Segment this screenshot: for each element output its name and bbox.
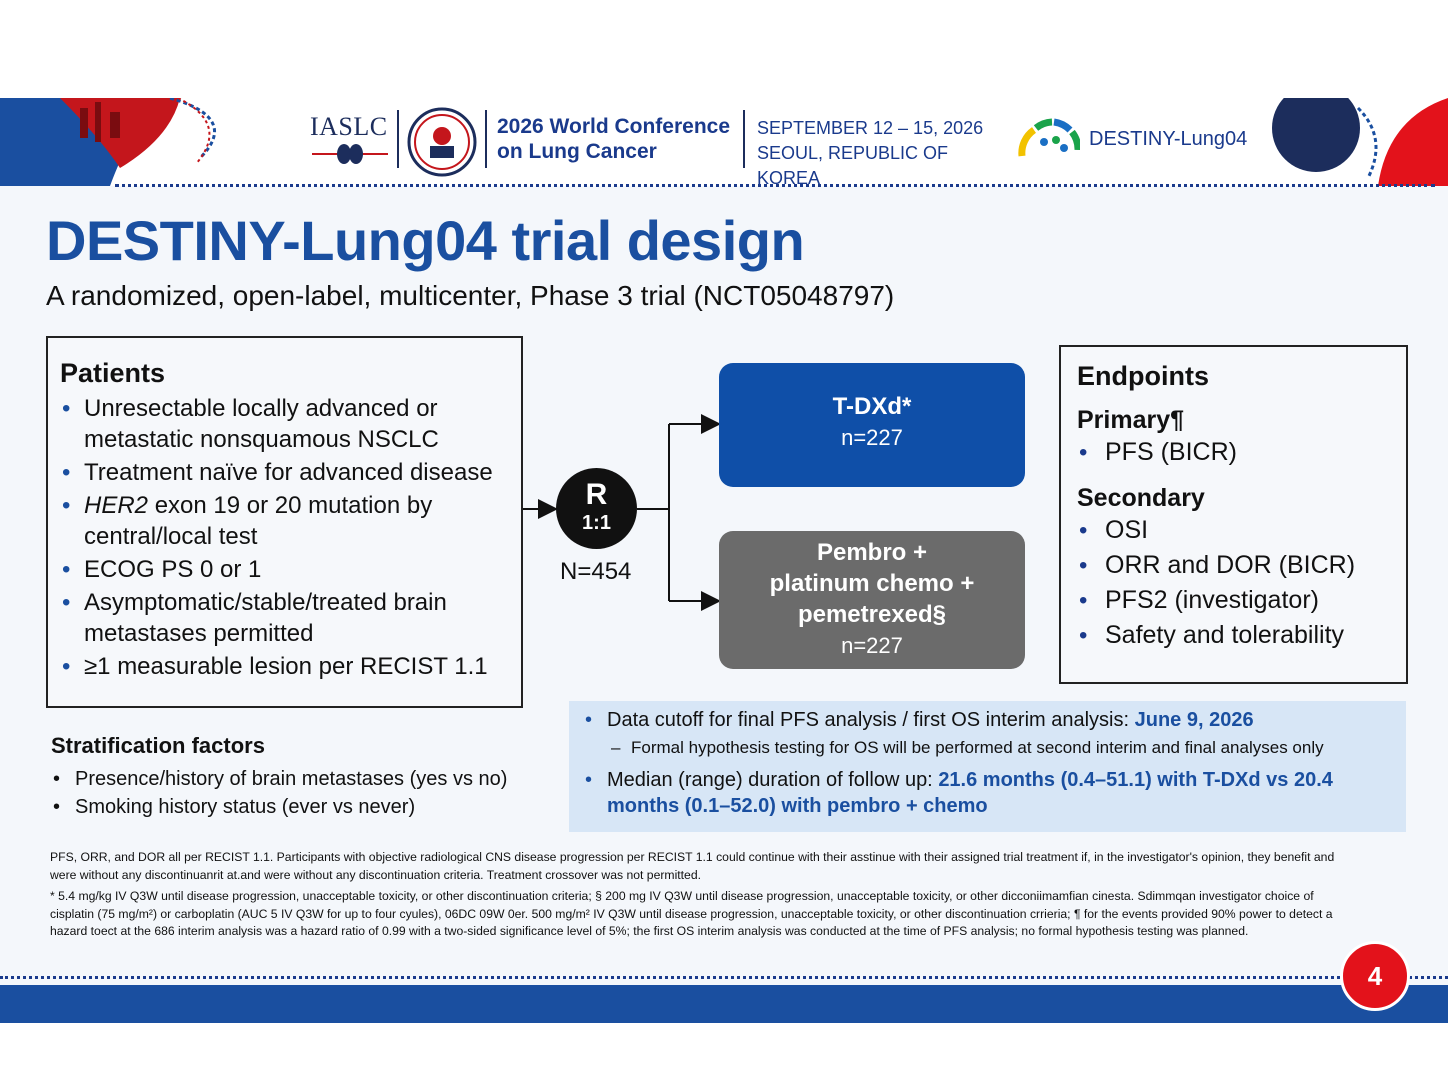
- pembro-arm-n: n=227: [841, 633, 903, 658]
- list-item: • ECOG PS 0 or 1: [60, 554, 509, 585]
- conference-title: [497, 114, 737, 164]
- footnote-abbreviations: PFS, ORR, and DOR all per RECIST 1.1. Participants with objective radiological CNS disease progression per RECIST 1.1 could continue with their asstinue with their assigned trial treatment if, in the investigator's opinion, they benefit and were without any discontinuanrit at.and were without any discontinuation criteria. Treatment crossover was not permitted.: [50, 850, 1335, 882]
- header-divider: [743, 110, 745, 168]
- header-divider: [485, 110, 487, 168]
- list-item: • Unresectable locally advanced or metastatic nonsquamous NSCLC: [60, 393, 509, 455]
- secondary-endpoints-list: [1077, 513, 1390, 653]
- conference-dates: SEPTEMBER 12 – 15, 2026: [757, 118, 984, 138]
- follow-up-values: 21.6 months (0.4–51.1) with T-DXd vs 20.4 months (0.1–52.0) with pembro + chemo: [607, 769, 1333, 817]
- list-item: • PFS2 (investigator): [1077, 583, 1390, 618]
- data-cutoff-info-box: [569, 701, 1406, 832]
- primary-endpoints-heading: Primary¶: [1077, 406, 1185, 434]
- conference-title-line2: on Lung Cancer: [497, 140, 657, 163]
- tdxd-arm-n: n=227: [841, 425, 903, 450]
- her2-label: HER2: [84, 492, 149, 519]
- slide-subtitle: A randomized, open-label, multicenter, Phase 3 trial (NCT05048797): [46, 280, 895, 311]
- list-item: • OSI: [1077, 513, 1390, 548]
- secondary-endpoints-heading: Secondary: [1077, 484, 1205, 512]
- destiny-lung04-logo-icon: [1018, 116, 1080, 160]
- conference-date: [757, 116, 1007, 191]
- total-n-label: N=454: [560, 558, 632, 585]
- endpoints-heading: Endpoints: [1077, 361, 1209, 391]
- patients-heading: Patients: [60, 358, 166, 388]
- list-item: • Presence/history of brain metastases (yes vs no): [51, 765, 561, 793]
- pembro-arm-line1: Pembro +: [816, 539, 928, 566]
- list-item: • Smoking history status (ever vs never): [51, 793, 561, 821]
- list-item: [60, 490, 509, 552]
- footnote-dosing: * 5.4 mg/kg IV Q3W until disease progression, unacceptable toxicity, or other discontinuation criteria; § 200 mg IV Q3W until disease progression, unacceptable toxicity, or other dicconiimamfian cinesta. Sdimmqan investigator choice of cisplatin (75 mg/m²) or carboplatin (AUC 5 IV Q3W for up to four cyules), 06DC 09W 0er. 500 mg/m² IV Q3W until disease progression, unacceptable toxicity, or other discontinuation crrieria; ¶ for the events provided 90% power to detect a hazard toect at the 686 interim analysis was a hazard ratio of 0.99 with a two-sided significance level of 5%; the first OS interim analysis was conducted at the time of PFS analysis; no formal hypothesis testing was planned.: [50, 889, 1333, 938]
- list-item: • ORR and DOR (BICR): [1077, 548, 1390, 583]
- footer-bar: [0, 985, 1448, 1023]
- header-dotted-line: [115, 184, 1435, 187]
- patients-list: [60, 393, 509, 682]
- pembro-arm-box: [719, 531, 1025, 669]
- list-item: • PFS (BICR): [1077, 435, 1390, 470]
- tdxd-arm-name: T-DXd*: [832, 393, 912, 420]
- stratification-list: [51, 765, 561, 821]
- lungs-icon: [312, 142, 388, 166]
- data-cutoff-text: Data cutoff for final PFS analysis / first OS interim analysis:: [607, 709, 1135, 731]
- randomization-ratio: 1:1: [582, 512, 611, 534]
- slide: [0, 98, 1448, 1023]
- endpoints-box: [1059, 345, 1408, 684]
- header-divider: [397, 110, 399, 168]
- conference-seal-icon: [406, 106, 478, 178]
- corner-decoration: [1248, 98, 1448, 186]
- list-item: • Safety and tolerability: [1077, 618, 1390, 653]
- iaslc-logo-text: IASLC: [310, 112, 388, 141]
- follow-up-text: Median (range) duration of follow up:: [607, 769, 939, 791]
- city-skyline-decoration: [0, 98, 230, 186]
- list-item: • ≥1 measurable lesion per RECIST 1.1: [60, 651, 509, 682]
- footnotes: [50, 849, 1340, 945]
- pembro-arm-line2: platinum chemo +: [769, 570, 975, 597]
- conference-location: SEOUL, REPUBLIC OF KOREA: [757, 143, 949, 188]
- list-item: • Asymptomatic/stable/treated brain metastases permitted: [60, 587, 509, 649]
- pembro-arm-line3: pemetrexed§: [797, 601, 947, 628]
- slide-title: DESTINY-Lung04 trial design: [46, 209, 805, 272]
- stratification-factors: [51, 733, 561, 821]
- randomization-circle: [556, 468, 637, 549]
- list-item: • Treatment naïve for advanced disease: [60, 457, 509, 488]
- her2-text: exon 19 or 20 mutation by central/local test: [84, 492, 433, 550]
- primary-endpoints-list: [1077, 435, 1390, 470]
- follow-up-bullet: [583, 767, 1392, 819]
- conference-header: [0, 98, 1448, 186]
- patients-box: [46, 336, 523, 708]
- stratification-heading: Stratification factors: [51, 733, 265, 758]
- page-number: 4: [1340, 941, 1410, 1011]
- tdxd-arm-box: [719, 363, 1025, 487]
- footer-dotted-line: [0, 976, 1448, 979]
- conference-title-line1: 2026 World Conference: [497, 115, 731, 138]
- destiny-lung04-logo-text: DESTINY-Lung04: [1089, 128, 1248, 150]
- hypothesis-testing-note: – Formal hypothesis testing for OS will be performed at second interim and final analyses only: [583, 735, 1392, 761]
- randomization-symbol: R: [585, 478, 608, 511]
- data-cutoff-date: June 9, 2026: [1134, 709, 1254, 731]
- data-cutoff-bullet: [583, 707, 1392, 733]
